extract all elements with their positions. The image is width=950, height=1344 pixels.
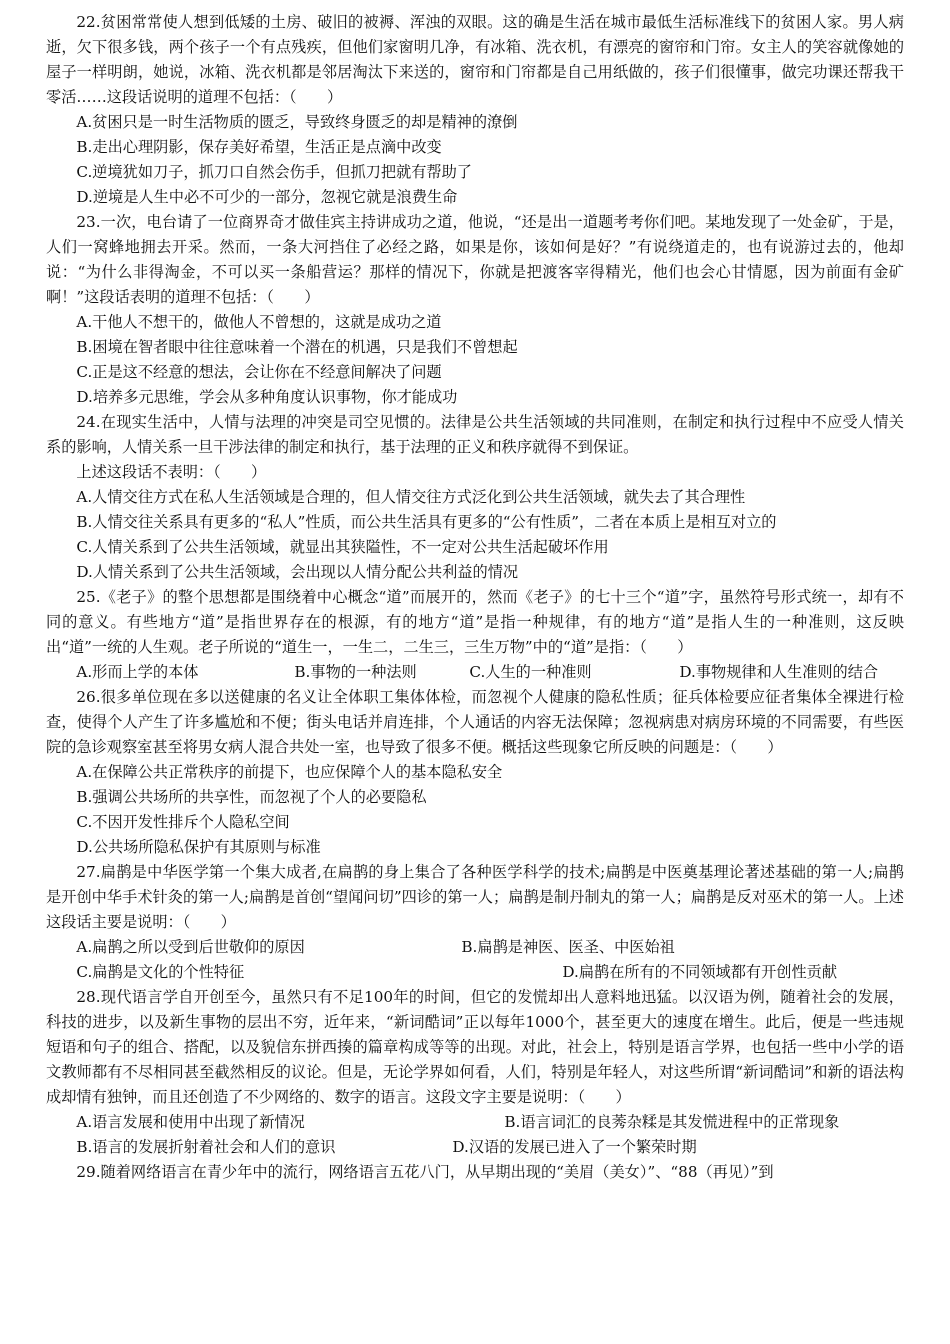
option-a: A.人情交往方式在私人生活领域是合理的，但人情交往方式泛化到公共生活领域，就失去了其合理性 (76, 488, 746, 506)
question-stem: 24.在现实生活中，人情与法理的冲突是司空见惯的。法律是公共生活领域的共同准则，在制定和执行过程中不应受人情关系的影响，人情关系一旦干涉法律的制定和执行，基于法理的正义和秩序就得不到保证。 (46, 413, 904, 456)
options-row (46, 1110, 904, 1135)
question-sub-prompt: 上述这段话不表明：（ ） (76, 463, 267, 481)
option-c: C.人生的一种准则 (469, 663, 592, 681)
question-stem: 22.贫困常常使人想到低矮的土房、破旧的被褥、浑浊的双眼。这的确是生活在城市最低生活标准线下的贫困人家。男人病逝，欠下很多钱，两个孩子一个有点残疾，但他们家窗明几净，有冰箱、洗衣机，有漂亮的窗帘和门帘。女主人的笑容就像她的屋子一样明朗，她说，冰箱、洗衣机都是邻居淘汰下来送的，窗帘和门帘都是自己用纸做的，孩子们很懂事，做完功课还帮我干零活……这段话说明的道理不包括：（ ） (46, 13, 904, 106)
option-b: B.扁鹊是神医、医圣、中医始祖 (461, 938, 675, 956)
option-a: A.扁鹊之所以受到后世敬仰的原因 (76, 938, 305, 956)
options-row (46, 660, 904, 685)
question-stem: 29.随着网络语言在青少年中的流行，网络语言五花八门，从早期出现的“美眉（美女）”、“88（再见）”到 (76, 1163, 774, 1181)
option-b: B.困境在智者眼中往往意味着一个潜在的机遇，只是我们不曾想起 (76, 338, 518, 356)
option-a: A.形而上学的本体 (76, 663, 199, 681)
option-d: D.公共场所隐私保护有其原则与标准 (76, 838, 321, 856)
option-d: D.人情关系到了公共生活领域，会出现以人情分配公共利益的情况 (76, 563, 519, 581)
option-a: A.语言发展和使用中出现了新情况 (76, 1113, 305, 1131)
option-c: C.逆境犹如刀子，抓刀口自然会伤手，但抓刀把就有帮助了 (76, 163, 472, 181)
question-29 (46, 1160, 904, 1185)
options-row (46, 1135, 904, 1160)
question-stem: 26.很多单位现在多以送健康的名义让全体职工集体体检，而忽视个人健康的隐私性质；征兵体检要应征者集体全裸进行检查，使得个人产生了许多尴尬和不便；街头电话并肩连排，个人通话的内容无法保障；忽视病患对病房环境的不同需要，有些医院的急诊观察室甚至将男女病人混合共处一室，也导致了很多不便。概括这些现象它所反映的问题是：（ ） (46, 688, 904, 756)
option-d: D.培养多元思维，学会从多种角度认识事物，你才能成功 (76, 388, 458, 406)
question-25 (46, 585, 904, 685)
option-d: D.扁鹊在所有的不同领域都有开创性贡献 (562, 963, 838, 981)
option-a: A.贫困只是一时生活物质的匮乏，导致终身匮乏的却是精神的潦倒 (76, 113, 518, 131)
question-stem: 27.扁鹊是中华医学第一个集大成者,在扁鹊的身上集合了各种医学科学的技术;扁鹊是中医奠基理论著述基础的第一人;扁鹊是开创中华手术针灸的第一人;扁鹊是首创“望闻问切”四诊的第一人；扁鹊是制丹制丸的第一人；扁鹊是反对巫术的第一人。上述这段话主要是说明：（ ） (46, 863, 904, 931)
question-26 (46, 685, 904, 860)
question-28 (46, 985, 904, 1160)
option-d: D.汉语的发展已进入了一个繁荣时期 (452, 1138, 697, 1156)
option-b: B.人情交往关系具有更多的“私人”性质，而公共生活具有更多的“公有性质”，二者在本质上是相互对立的 (76, 513, 777, 531)
options-row (46, 935, 904, 960)
option-b: B.语言词汇的良莠杂糅是其发慌进程中的正常现象 (504, 1113, 840, 1131)
option-c: B.语言的发展折射着社会和人们的意识 (76, 1138, 336, 1156)
option-b: B.事物的一种法则 (294, 663, 417, 681)
option-a: A.在保障公共正常秩序的前提下，也应保障个人的基本隐私安全 (76, 763, 503, 781)
option-d: D.事物规律和人生准则的结合 (679, 663, 879, 681)
question-27 (46, 860, 904, 985)
options-row (46, 960, 904, 985)
option-c: C.扁鹊是文化的个性特征 (76, 963, 245, 981)
option-c: C.人情关系到了公共生活领域，就显出其狭隘性，不一定对公共生活起破坏作用 (76, 538, 609, 556)
option-d: D.逆境是人生中必不可少的一部分，忽视它就是浪费生命 (76, 188, 458, 206)
option-c: C.不因开发性排斥个人隐私空间 (76, 813, 290, 831)
option-b: B.走出心理阴影，保存美好希望，生活正是点滴中改变 (76, 138, 442, 156)
question-stem: 23.一次，电台请了一位商界奇才做佳宾主持讲成功之道，他说，“还是出一道题考考你们吧。某地发现了一处金矿，于是，人们一窝蜂地拥去开采。然而，一条大河挡住了必经之路，如果是你，该如何是好？”有说绕道走的，也有说游过去的，他却说：“为什么非得淘金，不可以买一条船营运？那样的情况下，你就是把渡客宰得精光，他们也会心甘情愿，因为前面有金矿啊！”这段话表明的道理不包括：（ ） (46, 213, 904, 306)
option-a: A.干他人不想干的，做他人不曾想的，这就是成功之道 (76, 313, 442, 331)
question-23 (46, 210, 904, 410)
question-24 (46, 410, 904, 585)
option-b: B.强调公共场所的共享性，而忽视了个人的必要隐私 (76, 788, 427, 806)
question-stem: 25.《老子》的整个思想都是围绕着中心概念“道”而展开的，然而《老子》的七十三个“道”字，虽然符号形式统一，却有不同的意义。有些地方“道”是指世界存在的根源，有的地方“道”是指一种规律，有的地方“道”是指人生的一种准则，这反映出“道”一统的人生观。老子所说的“道生一，一生二，二生三，三生万物”中的“道”是指：（ ） (46, 588, 904, 656)
question-stem: 28.现代语言学自开创至今，虽然只有不足100年的时间，但它的发慌却出人意料地迅猛。以汉语为例，随着社会的发展，科技的进步，以及新生事物的层出不穷，近年来，“新词酷词”正以每年1000个，甚至更大的速度在增生。此后，便是一些违规短语和句子的组合、搭配，以及貌信东拼西揍的篇章构成等等的出现。对此，社会上，特别是语言学界，也包括一些中小学的语文教师都有不尽相同甚至截然相反的议论。但是，无论学界如何看，人们，特别是年轻人，对这些所谓“新词酷词”和新的语法构成却情有独钟，而且还创造了不少网络的、数字的语言。这段文字主要是说明：（ ） (46, 988, 904, 1106)
option-c: C.正是这不经意的想法，会让你在不经意间解决了问题 (76, 363, 442, 381)
exam-page (46, 10, 904, 1185)
question-22 (46, 10, 904, 210)
